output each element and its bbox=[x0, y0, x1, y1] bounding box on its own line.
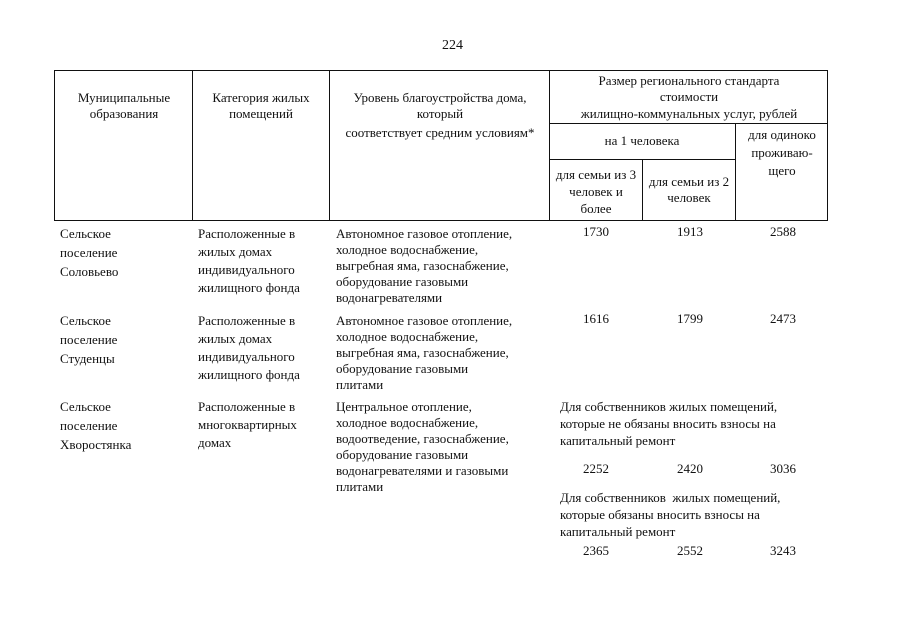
text-line: плитами bbox=[336, 377, 384, 392]
row2-municipality bbox=[60, 313, 194, 366]
text-line: холодное водоснабжение, bbox=[336, 329, 479, 344]
row1-level bbox=[336, 226, 556, 305]
text-line: поселение bbox=[60, 245, 118, 260]
text-line: холодное водоснабжение, bbox=[336, 415, 479, 430]
row1-value-family3: 1730 bbox=[583, 224, 609, 239]
page-number: 224 bbox=[442, 38, 463, 53]
header-left-border bbox=[54, 70, 55, 221]
row3-a-value-single: 3036 bbox=[770, 461, 796, 476]
family-3-header: для семьи из 3 человек и более bbox=[555, 167, 637, 216]
text-line: жилых домах bbox=[198, 244, 273, 259]
text-line: Соловьево bbox=[60, 264, 119, 279]
text-line: Сельское bbox=[60, 226, 111, 241]
text-line: жилищного фонда bbox=[198, 367, 300, 382]
header-top-border bbox=[54, 70, 828, 71]
per-person-header: на 1 человека bbox=[604, 133, 680, 148]
row3-note-not-obliged bbox=[560, 399, 860, 449]
header-divider bbox=[735, 123, 736, 221]
col-category-header: Категория жилых помещений bbox=[212, 90, 310, 121]
header-divider bbox=[329, 70, 330, 221]
row1-municipality bbox=[60, 226, 194, 279]
header-divider bbox=[192, 70, 193, 221]
text-line: Расположенные в bbox=[198, 313, 296, 328]
text-line: Для собственников жилых помещений, bbox=[560, 399, 778, 414]
text-line: индивидуального bbox=[198, 262, 295, 277]
row3-municipality bbox=[60, 399, 194, 452]
text-line: Автономное газовое отопление, bbox=[336, 313, 513, 328]
col-level-header-1: Уровень благоустройства дома, который bbox=[353, 90, 527, 121]
row2-level bbox=[336, 313, 556, 392]
header-right-border bbox=[827, 70, 828, 221]
text-line: Расположенные в bbox=[198, 226, 296, 241]
text-line: Сельское bbox=[60, 313, 111, 328]
row3-b-value-single: 3243 bbox=[770, 543, 796, 558]
text-line: Центральное отопление, bbox=[336, 399, 472, 414]
text-line: индивидуального bbox=[198, 349, 295, 364]
text-line: Автономное газовое отопление, bbox=[336, 226, 513, 241]
row2-category bbox=[198, 313, 334, 382]
text-line: водоотведение, газоснабжение, bbox=[336, 431, 509, 446]
table-header bbox=[54, 70, 828, 221]
row3-a-value-family3: 2252 bbox=[583, 461, 609, 476]
single-resident-header: для одиноко проживаю-щего bbox=[748, 127, 816, 178]
row3-b-value-family2: 2552 bbox=[677, 543, 703, 558]
row3-note-obliged bbox=[560, 490, 860, 540]
col-standard-header-1: Размер регионального стандарта стоимости bbox=[598, 73, 780, 104]
header-divider bbox=[642, 159, 643, 221]
col-standard-header-2: жилищно-коммунальных услуг, рублей bbox=[580, 106, 798, 121]
text-line: домах bbox=[198, 435, 232, 450]
text-line: Для собственников жилых помещений, bbox=[560, 490, 781, 505]
text-line: Студенцы bbox=[60, 351, 115, 366]
text-line: плитами bbox=[336, 479, 384, 494]
row2-value-family2: 1799 bbox=[677, 311, 703, 326]
text-line: Хворостянка bbox=[60, 437, 132, 452]
row3-b-value-family3: 2365 bbox=[583, 543, 609, 558]
text-line: оборудование газовыми bbox=[336, 447, 469, 462]
text-line: водонагревателями и газовыми bbox=[336, 463, 509, 478]
text-line: выгребная яма, газоснабжение, bbox=[336, 345, 509, 360]
header-divider bbox=[549, 70, 550, 221]
col-level-header-2: соответствует средним условиям* bbox=[345, 125, 535, 140]
text-line: холодное водоснабжение, bbox=[336, 242, 479, 257]
family-2-header: для семьи из 2 человек bbox=[648, 174, 730, 205]
row3-a-value-family2: 2420 bbox=[677, 461, 703, 476]
row1-value-single: 2588 bbox=[770, 224, 796, 239]
row2-value-family3: 1616 bbox=[583, 311, 609, 326]
text-line: поселение bbox=[60, 332, 118, 347]
text-line: Сельское bbox=[60, 399, 111, 414]
text-line: капитальный ремонт bbox=[560, 433, 676, 448]
row3-category bbox=[198, 399, 334, 450]
text-line: капитальный ремонт bbox=[560, 524, 676, 539]
text-line: оборудование газовыми bbox=[336, 274, 469, 289]
row1-category bbox=[198, 226, 334, 295]
row3-level bbox=[336, 399, 556, 494]
row2-value-single: 2473 bbox=[770, 311, 796, 326]
header-bottom-border bbox=[54, 220, 828, 221]
text-line: многоквартирных bbox=[198, 417, 297, 432]
text-line: водонагревателями bbox=[336, 290, 443, 305]
text-line: которые не обязаны вносить взносы на bbox=[560, 416, 776, 431]
text-line: выгребная яма, газоснабжение, bbox=[336, 258, 509, 273]
text-line: оборудование газовыми bbox=[336, 361, 469, 376]
text-line: жилых домах bbox=[198, 331, 273, 346]
col-municipal-header: Муниципальные образования bbox=[77, 90, 171, 121]
text-line: которые обязаны вносить взносы на bbox=[560, 507, 760, 522]
text-line: поселение bbox=[60, 418, 118, 433]
text-line: Расположенные в bbox=[198, 399, 296, 414]
header-divider bbox=[549, 123, 828, 124]
text-line: жилищного фонда bbox=[198, 280, 300, 295]
row1-value-family2: 1913 bbox=[677, 224, 703, 239]
